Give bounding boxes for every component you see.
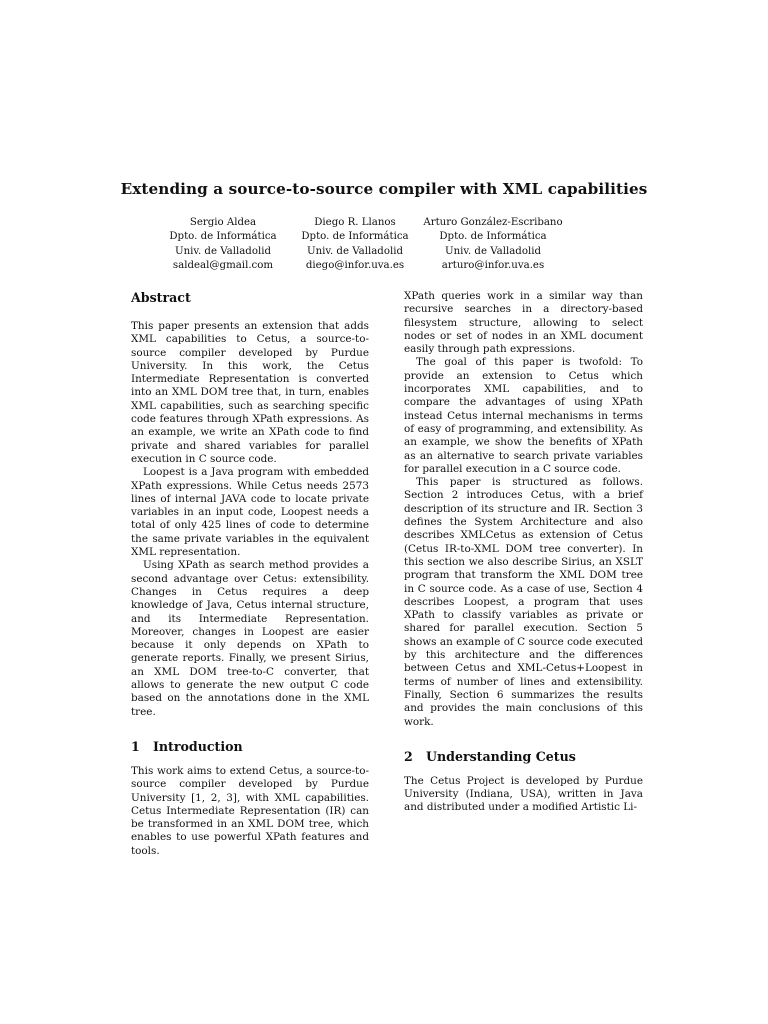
section-title: Introduction: [153, 738, 243, 754]
section-heading-introduction: [131, 739, 369, 755]
abstract-paragraph: Loopest is a Java program with embedded XPath expressions. While Cetus needs 2573 lines of internal JAVA code to locate private variables in an input code, Loopest needs a total of only 425 lines of code to determine the same private variables in the equivalent XML representation.: [131, 466, 369, 559]
left-column: [131, 290, 369, 858]
author-dept: Dpto. de Informática: [169, 231, 277, 243]
author-email: saldeal@gmail.com: [172, 260, 274, 272]
author-name: Sergio Aldea: [189, 217, 257, 228]
author-1: [168, 216, 278, 274]
paper-title: Extending a source-to-source compiler with XML capabilities: [120, 180, 648, 198]
author-email: arturo@infor.uva.es: [441, 260, 545, 272]
author-dept: Dpto. de Informática: [301, 231, 409, 243]
body-paragraph: XPath queries work in a similar way than recursive searches in a directory-based filesystem structure, allowing to select nodes or set of nodes in an XML document easily through path expressions.: [404, 290, 643, 356]
author-univ: Univ. de Valladolid: [307, 245, 403, 257]
section-number: 2: [404, 748, 413, 764]
section-heading-understanding-cetus: [404, 749, 643, 765]
author-email: diego@infor.uva.es: [305, 260, 405, 272]
section-title: Understanding Cetus: [426, 748, 576, 764]
author-2: [296, 216, 414, 274]
body-paragraph: This work aims to extend Cetus, a source-to-source compiler developed by Purdue University [1, 2, 3], with XML capabilities. Cetus Intermediate Representation (IR) can be transformed in an XML DOM tree, which enables to use powerful XPath features and tools.: [131, 764, 369, 857]
right-column: [404, 290, 643, 815]
author-univ: Univ. de Valladolid: [175, 245, 271, 257]
body-paragraph: The Cetus Project is developed by Purdue University (Indiana, USA), written in Java and distributed under a modified Artistic Li-: [404, 774, 643, 814]
author-dept: Dpto. de Informática: [439, 231, 547, 243]
body-paragraph: The goal of this paper is twofold: To provide an extension to Cetus which incorporates XML capabilities, and to compare the advantages of using XPath instead Cetus internal mechanisms in terms of easy of programming, and extensibility. As an example, we show the benefits of XPath as an alternative to search private variables for parallel execution in a C source code.: [404, 356, 643, 475]
author-name: Arturo González-Escribano: [423, 217, 563, 228]
author-3: [418, 216, 568, 274]
abstract-paragraph: Using XPath as search method provides a second advantage over Cetus: extensibility. Changes in Cetus requires a deep knowledge of Java, Cetus internal structure, and its Intermediate Representation. Moreover, changes in Loopest are easier because it only depends on XPath to generate reports. Finally, we present Sirius, an XML DOM tree-to-C converter, that allows to generate the new output C code based on the annotations done in the XML tree.: [131, 559, 369, 718]
section-number: 1: [131, 738, 140, 754]
body-paragraph: This paper is structured as follows. Section 2 introduces Cetus, with a brief description of its structure and IR. Section 3 defines the System Architecture and also describes XMLCetus as extension of Cetus (Cetus IR-to-XML DOM tree converter). In this section we also describe Sirius, an XSLT program that transform the XML DOM tree in C source code. As a case of use, Section 4 describes Loopest, a program that uses XPath to classify variables as private or shared for parallel execution. Section 5 shows an example of C source code executed by this architecture and the differences between Cetus and XML-Cetus+Loopest in terms of number of lines and extensibility. Finally, Section 6 summarizes the results and provides the main conclusions of this work.: [404, 476, 643, 728]
abstract-paragraph: This paper presents an extension that adds XML capabilities to Cetus, a source-to-source compiler developed by Purdue University. In this work, the Cetus Intermediate Representation is converted into an XML DOM tree that, in turn, enables XML capabilities, such as searching specific code features through XPath expressions. As an example, we write an XPath code to find private and shared variables for parallel execution in C source code.: [131, 320, 369, 465]
abstract-heading: Abstract: [131, 290, 191, 305]
author-name: Diego R. Llanos: [314, 217, 396, 228]
author-univ: Univ. de Valladolid: [445, 245, 541, 257]
